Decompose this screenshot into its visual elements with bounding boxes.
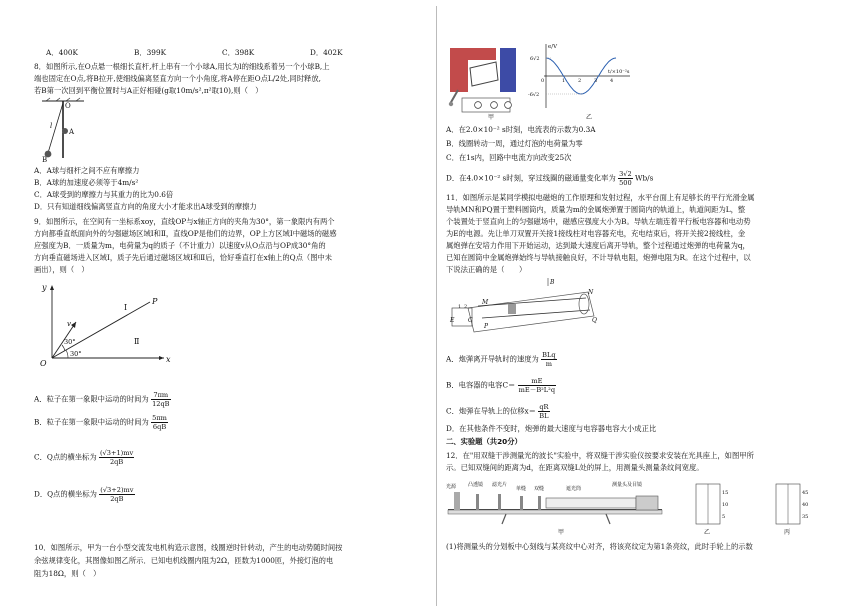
q9-option-a	[34, 391, 171, 408]
q9-option-a-text: A．粒子在第一象限中运动的时间为	[34, 394, 149, 404]
label-single: 单缝	[516, 486, 527, 492]
q8-stem-2: 端也固定在O点,将B拉开,使细线偏离竖直方向一个小角度,将A停在距O点L/2处,同时释放,	[34, 74, 321, 83]
label-n: N	[588, 289, 594, 296]
filter	[498, 494, 501, 510]
label-jia: 甲	[488, 114, 495, 121]
denominator: 500	[619, 179, 632, 187]
label-light: 光源	[446, 484, 457, 490]
denominator: BL	[539, 412, 549, 420]
q11-stem-3: 个装置处于竖直向上的匀强磁场中，磁感应强度大小为B。导轨左端连着平行板电容器和电动势	[446, 217, 751, 226]
label-filter: 滤光片	[492, 482, 508, 488]
rail-pq	[482, 310, 590, 318]
q10-option-b: B．线圈转动一周，通过灯泡的电荷量为零	[446, 139, 583, 148]
double-slit	[538, 496, 541, 510]
q11-option-c	[446, 403, 550, 420]
q12-instruction-1: (1)将测量头的分划板中心刻线与某亮纹中心对齐，将该亮纹定为第1条亮纹，此时手轮上的示数	[446, 542, 753, 551]
label-o: O	[65, 102, 71, 110]
angle-arc-1	[66, 350, 68, 358]
label-q: Q	[592, 317, 597, 324]
q7-option-a: A．400K	[46, 48, 78, 57]
q10-generator-figure	[448, 40, 638, 120]
numerator: (√3+1)mv	[99, 449, 134, 457]
numerator: BLq	[542, 351, 556, 359]
label-yi: 乙	[704, 529, 711, 536]
label-head: 测量头及目镜	[612, 482, 643, 488]
label-o: O	[40, 359, 47, 368]
q10-option-d-unit: Wb/s	[635, 173, 654, 183]
tick-3: 3	[594, 78, 598, 84]
q10-option-d-fraction	[618, 170, 633, 187]
label-v: v	[67, 320, 71, 328]
tick-0: 0	[541, 78, 545, 84]
light-source	[454, 492, 460, 510]
q8-option-c: C．A球受到的摩擦力与其重力的比为0.6倍	[34, 190, 174, 199]
q9-option-b-text: B．粒子在第一象限中运动的时间为	[34, 417, 149, 427]
label-p: P	[152, 297, 158, 306]
scale-c-40: 40	[802, 502, 809, 508]
denominator: mE－B²L²q	[518, 386, 556, 394]
q11-option-b-text: B．电容器的电容C＝	[446, 380, 516, 390]
q11-stem-1: 11．如图所示是某同学模拟电磁炮的工作原理和发射过程，水平台面上有足够长的平行光滑金属	[446, 193, 755, 202]
label-axis-e: e/V	[548, 44, 558, 50]
numerator: 7πm	[151, 391, 170, 400]
numerator: mE	[518, 377, 556, 386]
label-angle-2: 30°	[70, 350, 82, 358]
tick-1: 1	[562, 78, 566, 84]
tube-end	[579, 294, 589, 314]
q11-stem-4: 为E的电源。先让单刀双置开关接1接线柱对电容器充电，充电结束后，将开关接2接线柱，金	[446, 229, 746, 238]
q10-option-d-text: D．在4.0×10⁻² s时刻，穿过线圈的磁通量变化率为	[446, 173, 616, 183]
q7-option-c: C．398K	[222, 48, 255, 57]
single-slit	[520, 496, 523, 510]
q11-option-b	[446, 377, 556, 394]
measuring-head	[636, 496, 658, 510]
ball-a	[62, 128, 68, 134]
label-1: 1	[458, 304, 462, 310]
q9-option-d-fraction	[99, 486, 134, 503]
lamp-icon	[505, 102, 512, 109]
label-tube: 遮光筒	[566, 486, 582, 492]
velocity-arrow	[71, 322, 76, 328]
label-jia: 甲	[558, 529, 565, 536]
label-c: C	[468, 317, 473, 324]
q10-option-c: C．在1s内，回路中电流方向改变25次	[446, 153, 572, 162]
label-a: A	[69, 128, 75, 136]
scale-b-10: 10	[722, 502, 729, 508]
scale-b-5: 5	[722, 514, 726, 520]
numerator: 5πm	[152, 414, 167, 422]
q9-option-a-fraction	[151, 391, 170, 408]
bench-rail	[448, 510, 662, 514]
q11-stem-7: 下说法正确的是（ ）	[446, 265, 527, 274]
q10-option-a: A．在2.0×10⁻² s时刻，电流表的示数为0.3A	[446, 125, 596, 134]
q7-option-b: B．399K	[134, 48, 167, 57]
q9-option-c	[34, 449, 134, 466]
slip-ring	[449, 102, 453, 106]
label-lens: 凸透镜	[468, 482, 484, 488]
section-heading: 二、实验题（共20分）	[446, 437, 522, 446]
q11-option-d: D．在其他条件不变时，炮弹的最大速度与电容器电容大小成正比	[446, 424, 657, 433]
q9-option-c-text: C．Q点的横坐标为	[34, 452, 97, 462]
q12-apparatus-figure	[446, 476, 832, 538]
q9-stem-3: 应强度为B．一质量为m，电荷量为q的质子（不计重力）以速度v从O点沿与OP成30°角的	[34, 241, 326, 250]
ammeter-icon	[475, 102, 482, 109]
label-x: x	[166, 355, 171, 364]
label-neg-peak: -6√2	[528, 92, 540, 98]
q9-option-b	[34, 414, 168, 431]
shading-tube	[546, 498, 636, 508]
numerator: (√3+2)mv	[100, 486, 134, 494]
q7-option-d: D．402K	[310, 48, 343, 57]
external-circuit	[462, 98, 510, 112]
label-2: 2	[464, 304, 468, 310]
q10-stem-3: 阻为18Ω，则（ ）	[34, 569, 101, 578]
q11-railgun-figure	[448, 278, 598, 338]
label-bing: 丙	[784, 529, 791, 536]
label-region-1: Ⅰ	[124, 303, 128, 312]
magnet-n-top	[450, 48, 496, 60]
label-angle-1: 30°	[64, 338, 76, 346]
q9-stem-4: 方向垂直磁场进入区域Ⅰ，质子先后通过磁场区域Ⅰ和Ⅱ后，恰好垂直打在x轴上的Q点（图中未	[34, 253, 333, 262]
q9-option-d-text: D．Q点的横坐标为	[34, 489, 97, 499]
label-b: B	[550, 279, 555, 286]
label-double: 双缝	[534, 486, 545, 492]
q12-stem-2: 示。已知双缝间的距离为d，在距离双缝L处的屏上，用测量头测量条纹间宽度。	[446, 463, 704, 472]
numerator: qR	[539, 403, 549, 411]
q11-stem-6: 已知在圆筒中金属炮弹始终与导轨接触良好，不计导轨电阻，炮弹电阻为R。在这个过程中，以	[446, 253, 751, 262]
q8-option-d: D．只有知道细线偏离竖直方向的角度大小才能求出A球受到的摩擦力	[34, 202, 257, 211]
label-axis-t: t/×10⁻²s	[608, 69, 630, 75]
label-l: l	[50, 122, 53, 130]
label-b: B	[42, 156, 48, 164]
scale-b-15: 15	[722, 490, 729, 496]
label-p: P	[484, 323, 489, 330]
tick-2: 2	[578, 78, 582, 84]
label-y: y	[42, 283, 47, 292]
q9-stem-5: 画出），则（ ）	[34, 265, 89, 274]
q8-pendulum-figure	[38, 98, 98, 164]
q8-option-a: A．A球与细杆之间不应有摩擦力	[34, 166, 140, 175]
q8-stem-1: 8．如图所示,在O点悬一根细长直杆,杆上串有一个小球A,用长为l的细线系着另一个小球B,上	[34, 62, 330, 71]
label-e: E	[450, 317, 455, 324]
scale-c-35: 35	[802, 514, 809, 520]
q11-option-c-text: C．炮弹在导轨上的位移x＝	[446, 406, 536, 416]
q9-stem-2: 方向都垂直纸面向外的匀强磁场区域Ⅰ和Ⅱ，直线OP是他们的边界，OP上方区域Ⅰ中磁场的磁感	[34, 229, 337, 238]
bench-leg	[502, 514, 506, 524]
column-divider	[436, 6, 437, 606]
denominator: 12qB	[152, 400, 170, 408]
q9-option-b-fraction	[151, 414, 168, 431]
q11-option-a	[446, 351, 557, 368]
q10-stem-1: 10．如图所示，甲为一台小型交流发电机构造示意图，线圈逆时针转动，产生的电动势随时间按	[34, 543, 343, 552]
q11-stem-5: 属炮弹在安培力作用下开始运动，达到最大速度后离开导轨，整个过程通过炮弹的电荷量为q，	[446, 241, 750, 250]
q11-option-b-fraction	[518, 377, 556, 394]
coil	[470, 62, 498, 86]
tick-4: 4	[610, 78, 614, 84]
q9-coordinate-figure	[38, 282, 188, 368]
denominator: m	[545, 360, 553, 368]
q9-stem-1: 9．如图所示，在空间有一坐标系xoy，直线OP与x轴正方向的夹角为30°，第一象限内有两个	[34, 217, 335, 226]
q10-option-d	[446, 170, 653, 187]
denominator: 2qB	[110, 495, 124, 503]
projectile	[508, 304, 516, 314]
label-m: M	[482, 299, 489, 306]
q11-option-a-fraction	[541, 351, 556, 368]
y-arrow	[50, 285, 54, 290]
label-yi: 乙	[586, 114, 593, 121]
q8-option-b: B．A球的加速度必须等于4m/s²	[34, 178, 139, 187]
q9-option-d	[34, 486, 135, 503]
label-region-2: Ⅱ	[134, 337, 140, 346]
numerator: 3√2	[619, 170, 632, 178]
voltmeter-icon	[491, 102, 498, 109]
q11-option-a-text: A．炮弹离开导轨时的速度为	[446, 354, 539, 364]
q11-stem-2: 导轨MN和PQ置于塑料圆筒内，质量为m的金属炮弹置于圆筒内的轨道上，轨道间距为L，整	[446, 205, 746, 214]
line-op	[52, 302, 150, 358]
x-arrow	[159, 356, 164, 360]
lens	[476, 494, 479, 510]
denominator: 2qB	[109, 458, 124, 466]
bench-leg	[606, 514, 610, 524]
magnet-s	[500, 48, 516, 92]
q9-option-c-fraction	[99, 449, 134, 466]
left-column	[34, 0, 426, 607]
right-column	[446, 0, 832, 607]
denominator: 6qB	[152, 423, 167, 431]
q12-stem-1: 12．在"用双缝干涉测量光的波长"实验中，将双缝干涉实验仪按要求安装在光具座上，如图甲所	[446, 451, 754, 460]
scale-c-45: 45	[802, 490, 809, 496]
q11-option-c-fraction	[538, 403, 549, 420]
q8-stem-3: 若B第一次回到平衡位置时与A正好相碰(g取10m/s²,π²取10),则（ ）	[34, 86, 263, 95]
q10-stem-2: 余弦规律变化，其图像如图乙所示．已知电机线圈内阻为2Ω，匝数为1000匝，外接灯泡的电	[34, 556, 334, 565]
label-peak: 6√2	[530, 56, 540, 62]
